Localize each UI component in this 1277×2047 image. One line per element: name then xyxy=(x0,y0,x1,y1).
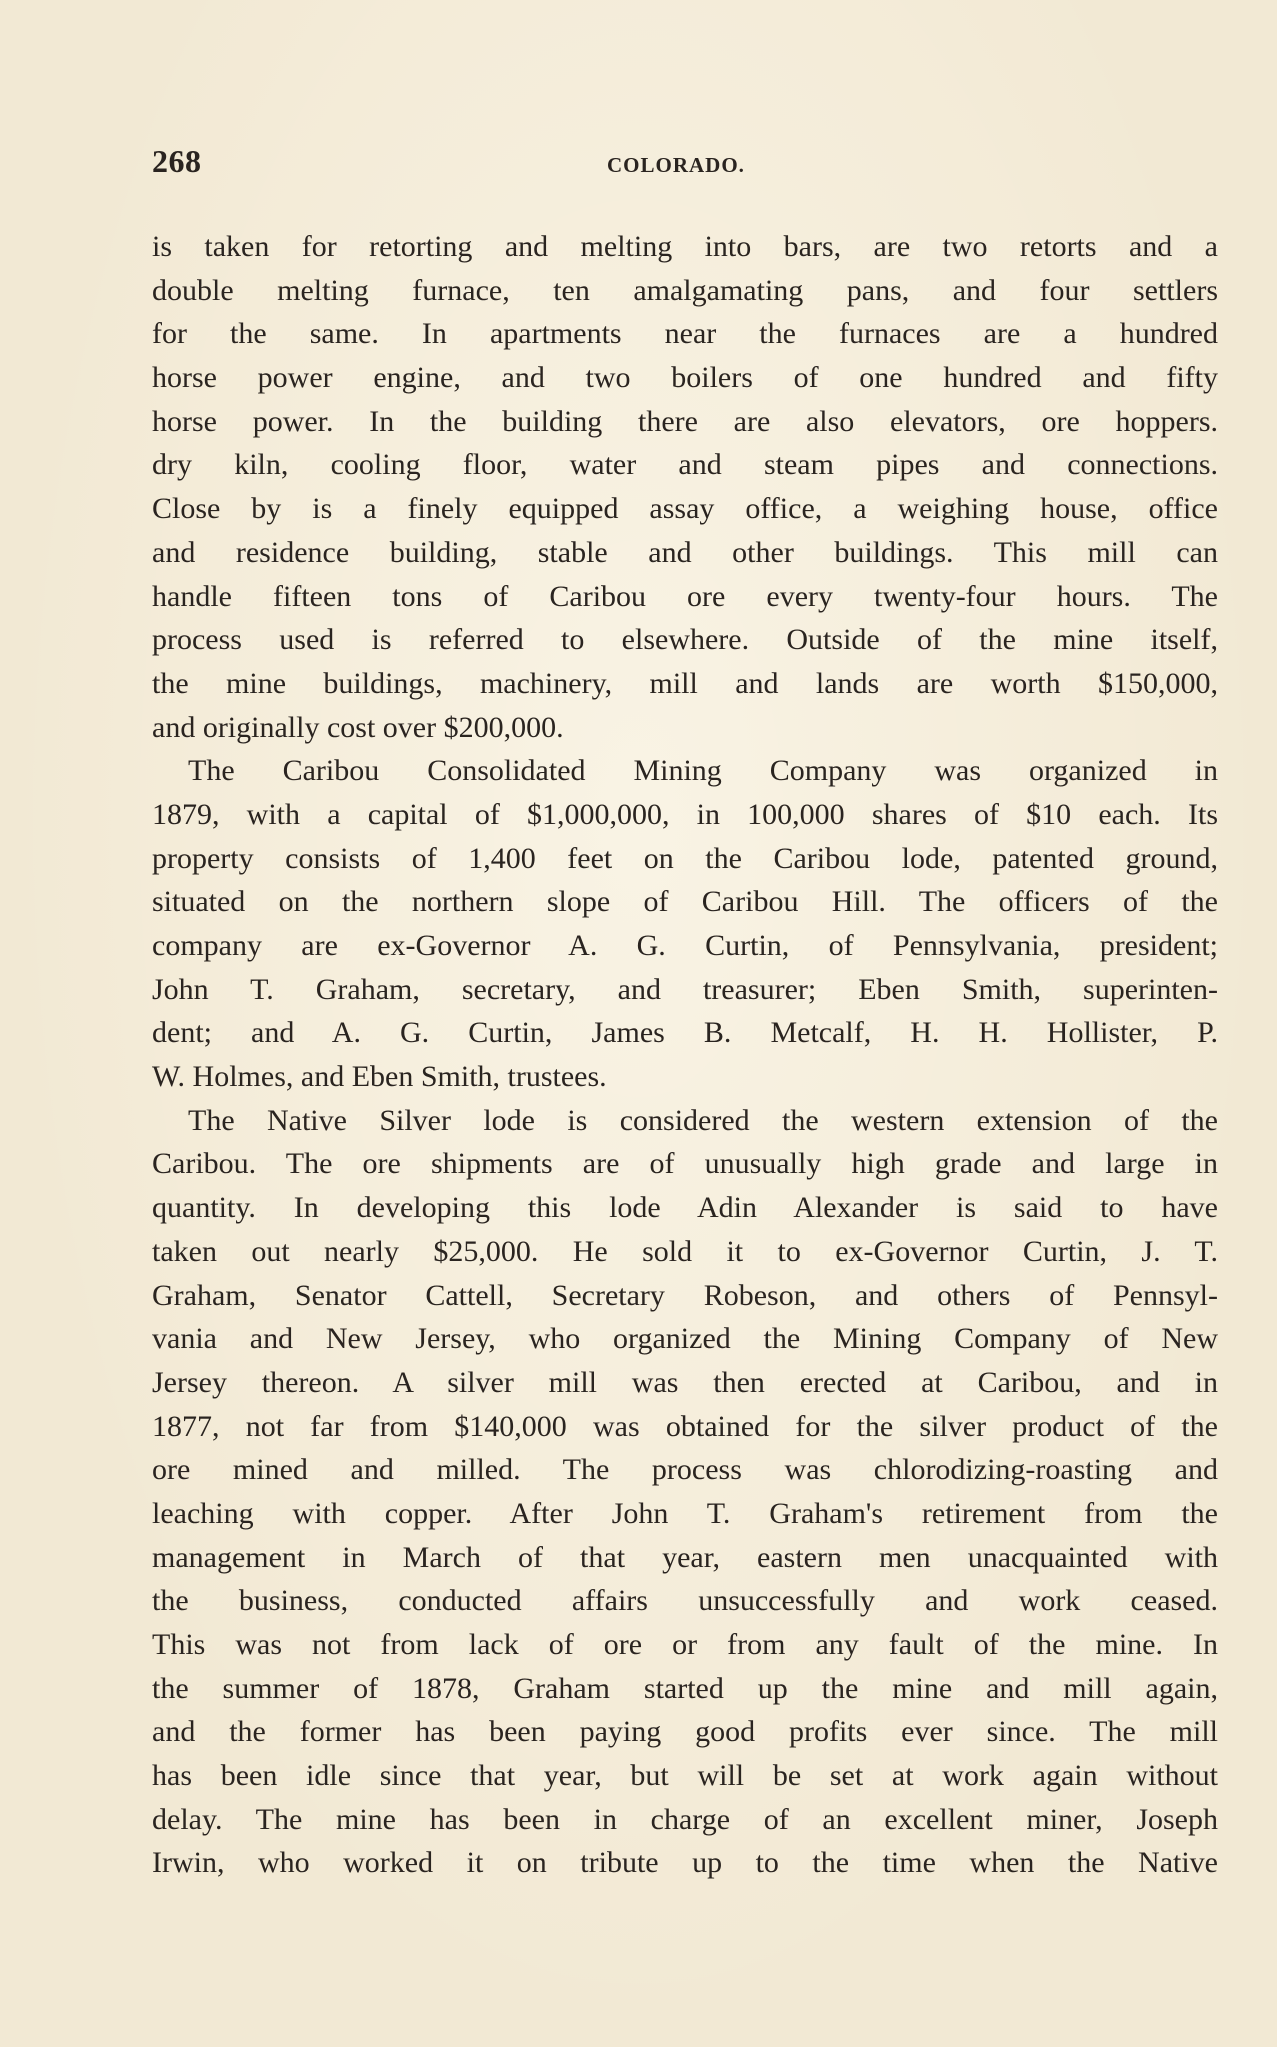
text-line: the mine buildings, machinery, mill and lands are worth $150,000, xyxy=(152,666,1218,700)
text-line: and the former has been paying good profits ever since. The mill xyxy=(152,1715,1218,1749)
text-line: Jersey thereon. A silver mill was then erected at Caribou, and in xyxy=(152,1365,1218,1399)
text-line: double melting furnace, ten amalgamating pans, and four settlers xyxy=(152,273,1218,307)
text-line: company are ex-Governor A. G. Curtin, of Pennsylvania, president; xyxy=(152,929,1218,962)
text-line: property consists of 1,400 feet on the Caribou lode, patented ground, xyxy=(152,841,1218,875)
running-head: COLORADO. xyxy=(607,153,745,177)
text-line: 1877, not far from $140,000 was obtained for the silver product of the xyxy=(152,1409,1218,1443)
page-header xyxy=(152,143,1222,193)
text-line: has been idle since that year, but will be set at work again without xyxy=(152,1759,1218,1793)
text-line: delay. The mine has been in charge of an excellent miner, Joseph xyxy=(152,1802,1218,1836)
text-line: ore mined and milled. The process was chlorodizing-roasting and xyxy=(152,1453,1218,1487)
text-line: and residence building, stable and other buildings. This mill can xyxy=(152,535,1218,569)
text-line: Graham, Senator Cattell, Secretary Robeson, and others of Pennsyl- xyxy=(152,1278,1218,1312)
text-line: vania and New Jersey, who organized the Mining Company of New xyxy=(152,1322,1218,1356)
text-line: dent; and A. G. Curtin, James B. Metcalf, H. H. Hollister, P. xyxy=(152,1016,1218,1050)
text-line: is taken for retorting and melting into bars, are two retorts and a xyxy=(152,230,1218,263)
body-text xyxy=(152,225,1218,1885)
paragraph-start-line: The Native Silver lode is considered the western extension of the xyxy=(188,1103,1218,1137)
text-line: This was not from lack of ore or from any fault of the mine. In xyxy=(152,1628,1218,1661)
text-line: quantity. In developing this lode Adin Alexander is said to have xyxy=(152,1191,1218,1225)
paragraph-end-line: and originally cost over $200,000. xyxy=(152,710,564,744)
text-line: dry kiln, cooling floor, water and steam pipes and connections. xyxy=(152,448,1218,482)
text-line: leaching with copper. After John T. Graham's retirement from the xyxy=(152,1496,1218,1530)
text-line: horse power. In the building there are also elevators, ore hoppers. xyxy=(152,404,1218,438)
text-line: process used is referred to elsewhere. Outside of the mine itself, xyxy=(152,623,1218,657)
text-line: management in March of that year, eastern men unacquainted with xyxy=(152,1540,1218,1574)
text-line: handle fifteen tons of Caribou ore every twenty-four hours. The xyxy=(152,579,1218,613)
text-line: Close by is a finely equipped assay office, a weighing house, office xyxy=(152,492,1218,526)
text-line: taken out nearly $25,000. He sold it to ex-Governor Curtin, J. T. xyxy=(152,1234,1218,1268)
text-line: the summer of 1878, Graham started up the mine and mill again, xyxy=(152,1671,1218,1705)
text-line: Caribou. The ore shipments are of unusually high grade and large in xyxy=(152,1147,1218,1181)
text-line: the business, conducted affairs unsuccessfully and work ceased. xyxy=(152,1584,1218,1618)
paragraph-end-line: W. Holmes, and Eben Smith, trustees. xyxy=(152,1060,607,1094)
text-line: horse power engine, and two boilers of one hundred and fifty xyxy=(152,361,1218,395)
text-line: for the same. In apartments near the furnaces are a hundred xyxy=(152,317,1218,351)
paragraph-start-line: The Caribou Consolidated Mining Company was organized in xyxy=(188,754,1218,788)
text-line: John T. Graham, secretary, and treasurer; Eben Smith, superinten- xyxy=(152,972,1218,1006)
page-number: 268 xyxy=(152,143,202,179)
text-line: situated on the northern slope of Caribou Hill. The officers of the xyxy=(152,885,1218,919)
text-line: Irwin, who worked it on tribute up to the time when the Native xyxy=(152,1846,1218,1880)
text-line: 1879, with a capital of $1,000,000, in 100,000 shares of $10 each. Its xyxy=(152,797,1218,831)
